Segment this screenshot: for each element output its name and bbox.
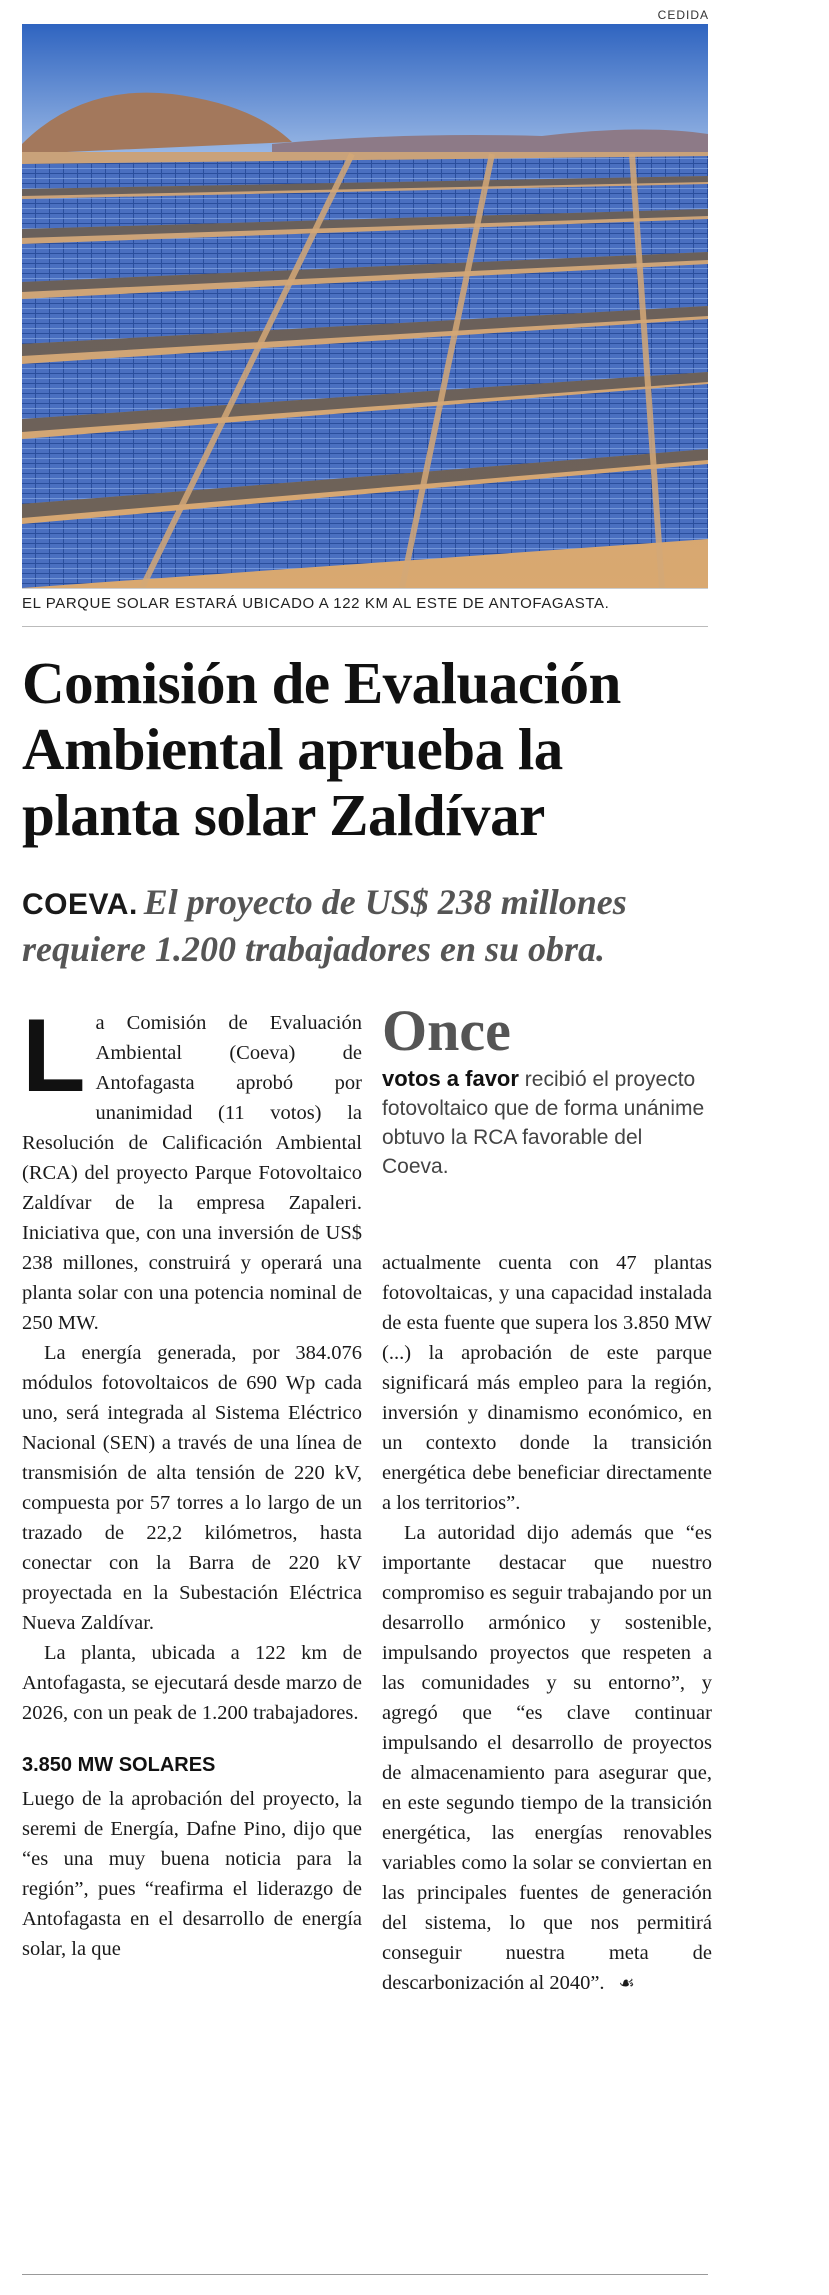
headline: Comisión de Evaluación Ambiental aprueba la planta solar Zaldívar xyxy=(22,650,621,848)
pull-quote-number: Once xyxy=(382,998,511,1063)
drop-cap: L xyxy=(22,998,86,1114)
pull-quote-lead: votos a favor xyxy=(382,1066,519,1091)
paragraph-5: actualmente cuenta con 47 plantas fotovoltaicas, y una capacidad instalada de esta fuente que supera los 3.850 MW (...) la aprobación de este parque significará más empleo para la región, inversión y dinamismo económico, en un contexto donde la transición energética debe beneficiar directamente a los territorios”. xyxy=(382,1252,712,1514)
paragraph-6 xyxy=(382,1518,712,1999)
pull-quote-body: recibió el proyecto fotovoltaico que de forma unánime obtuvo la RCA favorable del Coeva. xyxy=(382,1068,705,1178)
paragraph-6-text: La autoridad dijo además que “es importante destacar que nuestro compromiso es seguir trabajando por un desarrollo armónico y sostenible, impulsando proyectos que respeten a las comunidades y su entorno”, y agregó que “es clave continuar impulsando el desarrollo de proyectos de almacenamiento para asegurar que, en este segundo tiempo de la transición energética, las energías renovables variables como la solar se conviertan en las principales fuentes de generación del sistema, lo que nos permitirá conseguir nuestra meta de descarbonización al 2040”. xyxy=(382,1522,712,1994)
deck-kicker: COEVA. xyxy=(22,888,138,921)
section-subhead: 3.850 MW SOLARES xyxy=(22,1754,216,1776)
article-column-2 xyxy=(382,1248,712,1999)
paragraph-2: La energía generada, por 384.076 módulos fotovoltaicos de 690 Wp cada uno, será integrada al Sistema Eléctrico Nacional (SEN) a través de una línea de transmisión de alta tensión de 220 kV, compuesta por 57 torres a lo largo de un trazado de 22,2 kilómetros, hasta conectar con la Barra de 220 kV proyectada en la Subestación Eléctrica Nueva Zaldívar. xyxy=(22,1342,362,1634)
paragraph-1 xyxy=(22,998,362,1338)
photo-caption: EL PARQUE SOLAR ESTARÁ UBICADO A 122 KM AL ESTE DE ANTOFAGASTA. xyxy=(22,595,610,612)
deck-text: El proyecto de US$ 238 millones requiere 1.200 trabajadores en su obra. xyxy=(22,882,627,969)
paragraph-3: La planta, ubicada a 122 km de Antofagasta, se ejecutará desde marzo de 2026, con un peak de 1.200 trabajadores. xyxy=(22,1642,362,1724)
divider-bottom xyxy=(22,2274,708,2275)
end-mark-icon: ☙ xyxy=(618,1973,635,1994)
divider xyxy=(22,626,708,627)
photo-credit: CEDIDA xyxy=(657,8,709,22)
pull-quote xyxy=(382,998,712,1181)
paragraph-4: Luego de la aprobación del proyecto, la seremi de Energía, Dafne Pino, dijo que “es una muy buena noticia para la región”, pues “reafirma el liderazgo de Antofagasta en el desarrollo de energía solar, la que xyxy=(22,1788,362,1960)
paragraph-1-text: a Comisión de Evaluación Ambiental (Coeva) de Antofagasta aprobó por unanimidad (11 votos) la Resolución de Calificación Ambiental (RCA) del proyecto Parque Fotovoltaico Zaldívar de la empresa Zapaleri. Iniciativa que, con una inversión de US$ 238 millones, construirá y operará una planta solar con una potencia nominal de 250 MW. xyxy=(22,1012,362,1334)
pull-quote-text xyxy=(382,1064,712,1181)
article-column-1 xyxy=(22,998,362,1964)
deck xyxy=(22,880,712,971)
solar-park-photo xyxy=(22,24,708,589)
